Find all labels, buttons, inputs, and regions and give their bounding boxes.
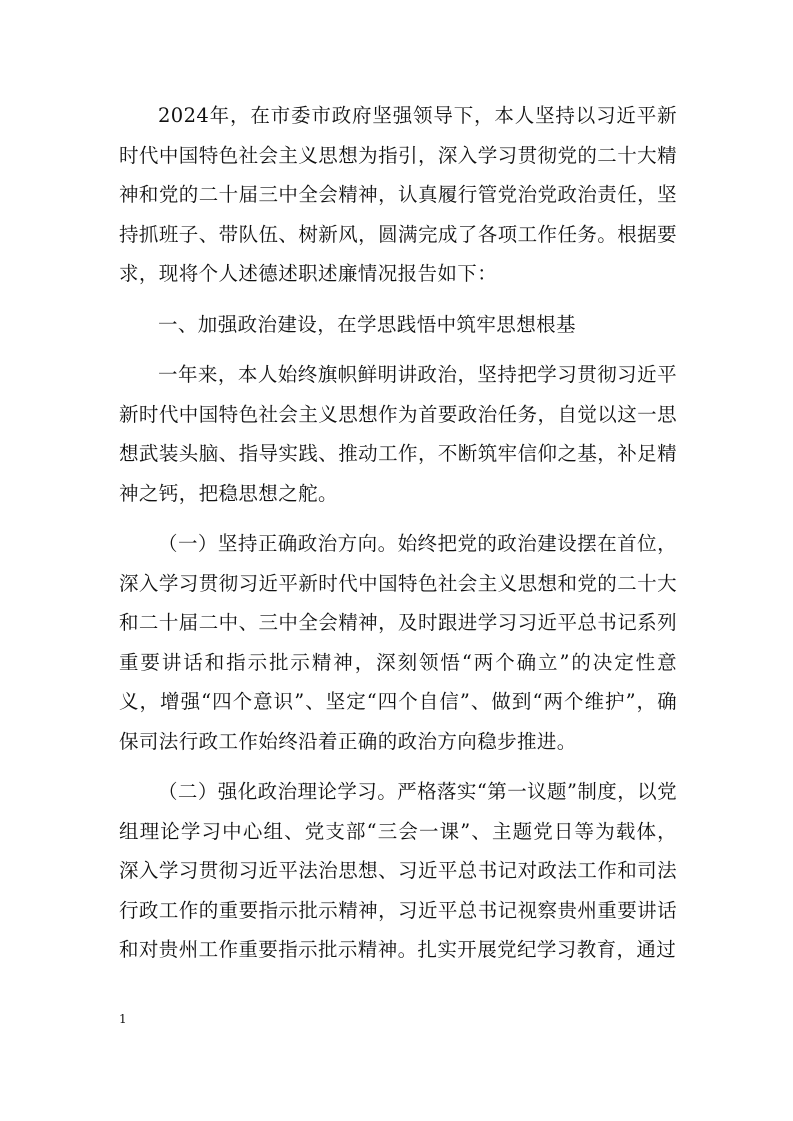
page-number: 1 <box>119 1012 127 1026</box>
document-body <box>119 96 677 970</box>
section-heading-1: 一、加强政治建设，在学思践悟中筑牢思想根基 <box>158 312 576 336</box>
paragraph-section-1: 一年来，本人始终旗帜鲜明讲政治，坚持把学习贯彻习近平新时代中国特色社会主义思想作为首要政治任务，自觉以这一思想武装头脑、指导实践、推动工作，不断筑牢信仰之基，补足精神之钙，把稳思想之舵。 <box>119 363 677 505</box>
paragraph-intro: 2024年，在市委市政府坚强领导下，本人坚持以习近平新时代中国特色社会主义思想为指引，深入学习贯彻党的二十大精神和党的二十届三中全会精神，认真履行管党治党政治责任，坚持抓班子、带队伍、树新风，圆满完成了各项工作任务。根据要求，现将个人述德述职述廉情况报告如下： <box>119 104 677 285</box>
paragraph-subsection-1: （一）坚持正确政治方向。始终把党的政治建设摆在首位，深入学习贯彻习近平新时代中国特色社会主义思想和党的二十大和二十届二中、三中全会精神，及时跟进学习习近平总书记系列重要讲话和指示批示精神，深刻领悟“两个确立”的决定性意义，增强“四个意识”、坚定“四个自信”、做到“两个维护”，确保司法行政工作始终沿着正确的政治方向稳步推进。 <box>119 532 677 753</box>
paragraph-subsection-2: （二）强化政治理论学习。严格落实“第一议题”制度，以党组理论学习中心组、党支部“三会一课”、主题党日等为载体，深入学习贯彻习近平法治思想、习近平总书记对政法工作和司法行政工作的重要指示批示精神，习近平总书记视察贵州重要讲话和对贵州工作重要指示批示精神。扎实开展党纪学习教育，通过 <box>119 780 677 961</box>
